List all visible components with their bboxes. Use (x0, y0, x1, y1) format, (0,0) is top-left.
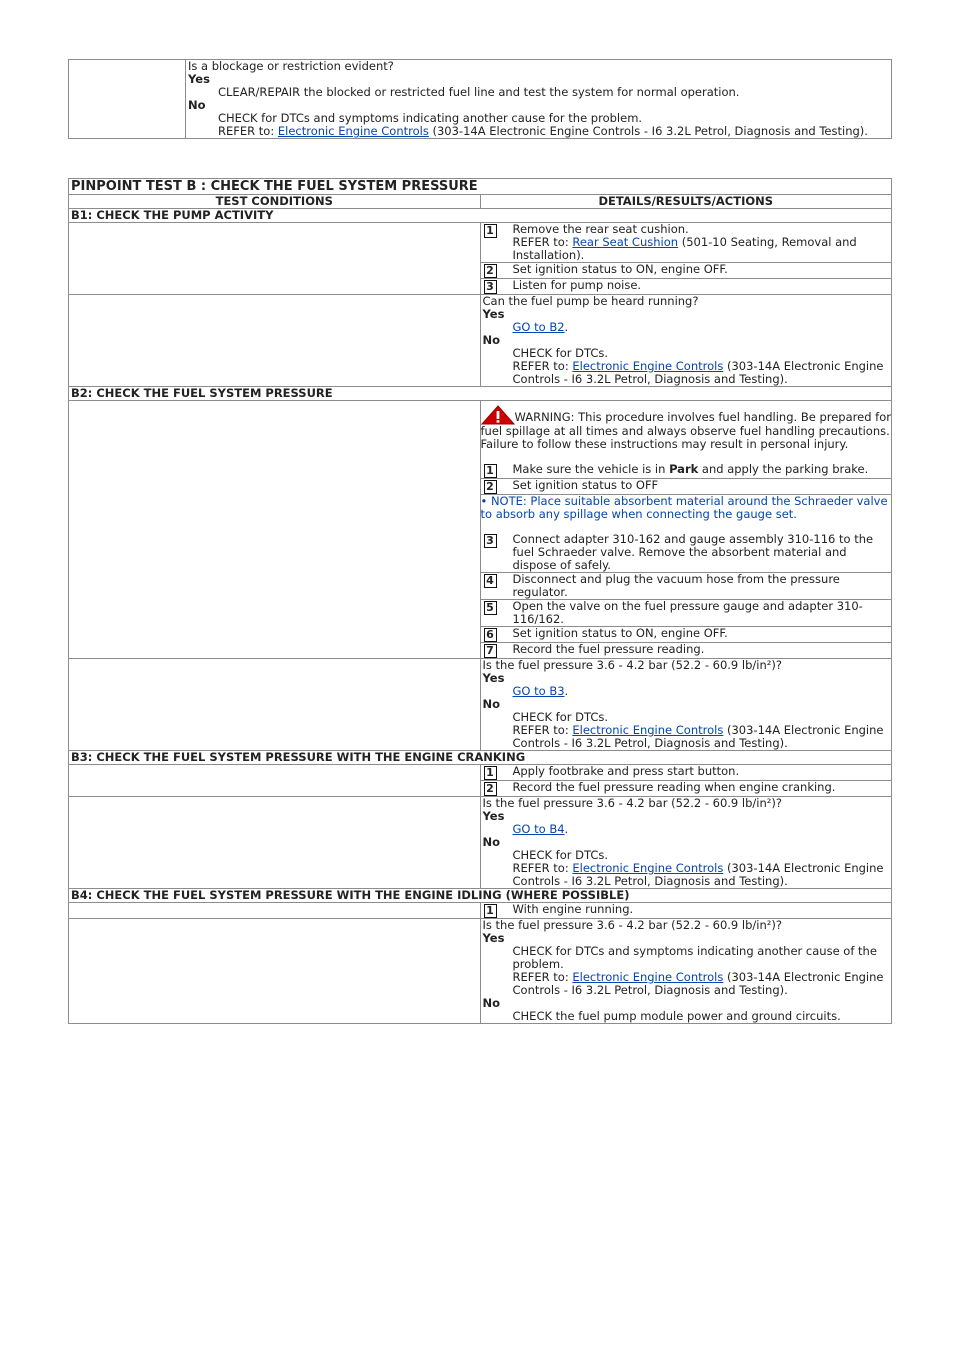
step-row (480, 643, 892, 659)
yes-label: Yes (482, 931, 505, 945)
rear-seat-cushion-link[interactable]: Rear Seat Cushion (572, 235, 679, 249)
yes-label: Yes (482, 671, 505, 685)
step-text: Disconnect and plug the vacuum hose from the pressure regulator. (512, 572, 840, 599)
step-text: Set ignition status to OFF (512, 478, 659, 492)
no-label: No (482, 333, 501, 347)
step-text-post: and apply the parking brake. (698, 462, 869, 476)
step-row (480, 223, 892, 263)
refer-prefix: REFER to: (512, 359, 573, 373)
step-row (480, 279, 892, 295)
go-to-b3-link[interactable]: GO to B3 (512, 684, 565, 698)
step-text: Open the valve on the fuel pressure gauge and adapter 310-116/162. (512, 599, 863, 626)
yes-action (483, 685, 890, 698)
step-text: Set ignition status to ON, engine OFF. (512, 262, 728, 276)
refer-suffix: (501-10 Seating, Removal and Installation). (512, 235, 857, 262)
test-conditions-cell (69, 765, 481, 797)
no-action-text: CHECK for DTCs. (512, 848, 609, 862)
electronic-engine-controls-link[interactable]: Electronic Engine Controls (572, 723, 724, 737)
yes-after: . (564, 684, 569, 698)
step-row (480, 903, 892, 919)
yes-after: . (564, 822, 569, 836)
question-text: Is a blockage or restriction evident? (188, 59, 394, 73)
yes-action (483, 321, 890, 334)
refer-suffix: (303-14A Electronic Engine Controls - I6 3.2L Petrol, Diagnosis and Testing). (512, 970, 884, 997)
section-header-b3: B3: CHECK THE FUEL SYSTEM PRESSURE WITH THE ENGINE CRANKING (69, 751, 892, 765)
refer-suffix: (303-14A Electronic Engine Controls - I6 3.2L Petrol, Diagnosis and Testing). (428, 124, 868, 138)
refer-prefix: REFER to: (512, 235, 573, 249)
electronic-engine-controls-link[interactable]: Electronic Engine Controls (572, 359, 724, 373)
step-number: 2 (484, 264, 497, 278)
refer-prefix: REFER to: (512, 723, 573, 737)
yes-after: . (564, 320, 569, 334)
result-cell (480, 659, 892, 751)
step-text-pre: Make sure the vehicle is in (512, 462, 670, 476)
go-to-b2-link[interactable]: GO to B2 (512, 320, 565, 334)
test-conditions-cell (69, 659, 481, 751)
previous-test-table (68, 59, 892, 139)
no-label: No (482, 697, 501, 711)
refer-prefix: REFER to: (512, 861, 573, 875)
refer-line (513, 236, 888, 262)
warning-note (481, 405, 892, 451)
step-row (480, 573, 892, 600)
go-to-b4-link[interactable]: GO to B4 (512, 822, 565, 836)
yes-label: Yes (188, 72, 210, 86)
refer-prefix: REFER to: (218, 124, 278, 138)
no-label: No (188, 98, 206, 112)
step-number: 4 (484, 574, 497, 588)
test-conditions-cell (69, 797, 481, 889)
no-action-text: CHECK for DTCs. (512, 710, 609, 724)
step-number: 2 (484, 782, 497, 796)
question-text: Is the fuel pressure 3.6 - 4.2 bar (52.2 - 60.9 lb/in²)? (482, 918, 782, 932)
refer-prefix: REFER to: (512, 970, 573, 984)
step-number: 2 (484, 480, 497, 494)
step-text: Listen for pump noise. (512, 278, 642, 292)
park-emphasis: Park (669, 462, 699, 476)
electronic-engine-controls-link[interactable]: Electronic Engine Controls (277, 124, 429, 138)
no-action-text: CHECK for DTCs and symptoms indicating another cause for the problem. (218, 111, 643, 125)
question-text: Is the fuel pressure 3.6 - 4.2 bar (52.2 - 60.9 lb/in²)? (482, 796, 782, 810)
step-text: Record the fuel pressure reading. (512, 642, 705, 656)
result-cell (480, 295, 892, 387)
test-conditions-cell (69, 903, 481, 919)
step-number: 1 (484, 224, 497, 238)
step-text: Connect adapter 310-162 and gauge assembly 310-116 to the fuel Schraeder valve. Remove the absorbent material and dispose of safely. (512, 532, 874, 572)
refer-suffix: (303-14A Electronic Engine Controls - I6 3.2L Petrol, Diagnosis and Testing). (512, 723, 884, 750)
no-label: No (482, 996, 501, 1010)
no-action (483, 347, 890, 386)
no-action: CHECK the fuel pump module power and ground circuits. (512, 1009, 841, 1023)
note-text: • NOTE: Place suitable absorbent material around the Schraeder valve to absorb any spillage when connecting the gauge set. (480, 494, 888, 521)
step-row (480, 600, 892, 627)
warning-text: WARNING: This procedure involves fuel handling. Be prepared for fuel spillage at all times and always observe fuel handling precautions. Failure to follow these instructions may result in personal injury. (480, 410, 891, 451)
test-conditions-cell (69, 401, 481, 659)
step-row (480, 479, 892, 495)
step-number: 6 (484, 628, 497, 642)
step-text: Remove the rear seat cushion. (512, 222, 689, 236)
question-text: Is the fuel pressure 3.6 - 4.2 bar (52.2 - 60.9 lb/in²)? (482, 658, 782, 672)
step-row (480, 781, 892, 797)
column-header-test-conditions: TEST CONDITIONS (69, 195, 481, 209)
result-cell (480, 797, 892, 889)
step-row (480, 401, 892, 479)
step-number: 1 (484, 464, 497, 478)
test-conditions-cell (69, 295, 481, 387)
warning-triangle-icon (481, 405, 515, 425)
refer-line (513, 862, 890, 888)
yes-label: Yes (482, 809, 505, 823)
test-conditions-cell (69, 60, 186, 139)
pinpoint-test-b-table (68, 178, 892, 1024)
yes-action (483, 823, 890, 836)
step-text (513, 463, 892, 476)
step-text: Set ignition status to ON, engine OFF. (512, 626, 728, 640)
step-text: With engine running. (512, 902, 634, 916)
test-conditions-cell (69, 919, 481, 1024)
no-action-text: CHECK for DTCs. (512, 346, 609, 360)
step-row (480, 495, 892, 573)
yes-action (483, 945, 890, 997)
result-cell (186, 60, 892, 139)
section-header-b4: B4: CHECK THE FUEL SYSTEM PRESSURE WITH THE ENGINE IDLING (WHERE POSSIBLE) (69, 889, 892, 903)
refer-line (513, 360, 890, 386)
section-header-b1: B1: CHECK THE PUMP ACTIVITY (69, 209, 892, 223)
yes-action: CLEAR/REPAIR the blocked or restricted fuel line and test the system for normal operation. (218, 85, 740, 99)
refer-line (513, 971, 890, 997)
test-conditions-cell (69, 223, 481, 295)
step-text: Apply footbrake and press start button. (512, 764, 740, 778)
step-number: 1 (484, 766, 497, 780)
step-number: 1 (484, 904, 497, 918)
yes-action-text: CHECK for DTCs and symptoms indicating another cause of the problem. (512, 944, 877, 971)
column-header-details: DETAILS/RESULTS/ACTIONS (480, 195, 892, 209)
result-cell (480, 919, 892, 1024)
pinpoint-title: PINPOINT TEST B : CHECK THE FUEL SYSTEM PRESSURE (69, 179, 892, 195)
electronic-engine-controls-link[interactable]: Electronic Engine Controls (572, 861, 724, 875)
step-text: Record the fuel pressure reading when engine cranking. (512, 780, 836, 794)
step-number: 5 (484, 601, 497, 615)
step-number: 3 (484, 534, 497, 548)
refer-suffix: (303-14A Electronic Engine Controls - I6 3.2L Petrol, Diagnosis and Testing). (512, 861, 884, 888)
step-number: 3 (484, 280, 497, 294)
step-row (480, 263, 892, 279)
no-action (188, 112, 889, 138)
no-label: No (482, 835, 501, 849)
no-action (483, 849, 890, 888)
step-row (480, 627, 892, 643)
step-row (480, 765, 892, 781)
section-header-b2: B2: CHECK THE FUEL SYSTEM PRESSURE (69, 387, 892, 401)
refer-line (218, 125, 889, 138)
refer-line (513, 724, 890, 750)
refer-suffix: (303-14A Electronic Engine Controls - I6 3.2L Petrol, Diagnosis and Testing). (512, 359, 884, 386)
no-action (483, 711, 890, 750)
yes-label: Yes (482, 307, 505, 321)
question-text: Can the fuel pump be heard running? (482, 294, 699, 308)
electronic-engine-controls-link[interactable]: Electronic Engine Controls (572, 970, 724, 984)
step-number: 7 (484, 644, 497, 658)
